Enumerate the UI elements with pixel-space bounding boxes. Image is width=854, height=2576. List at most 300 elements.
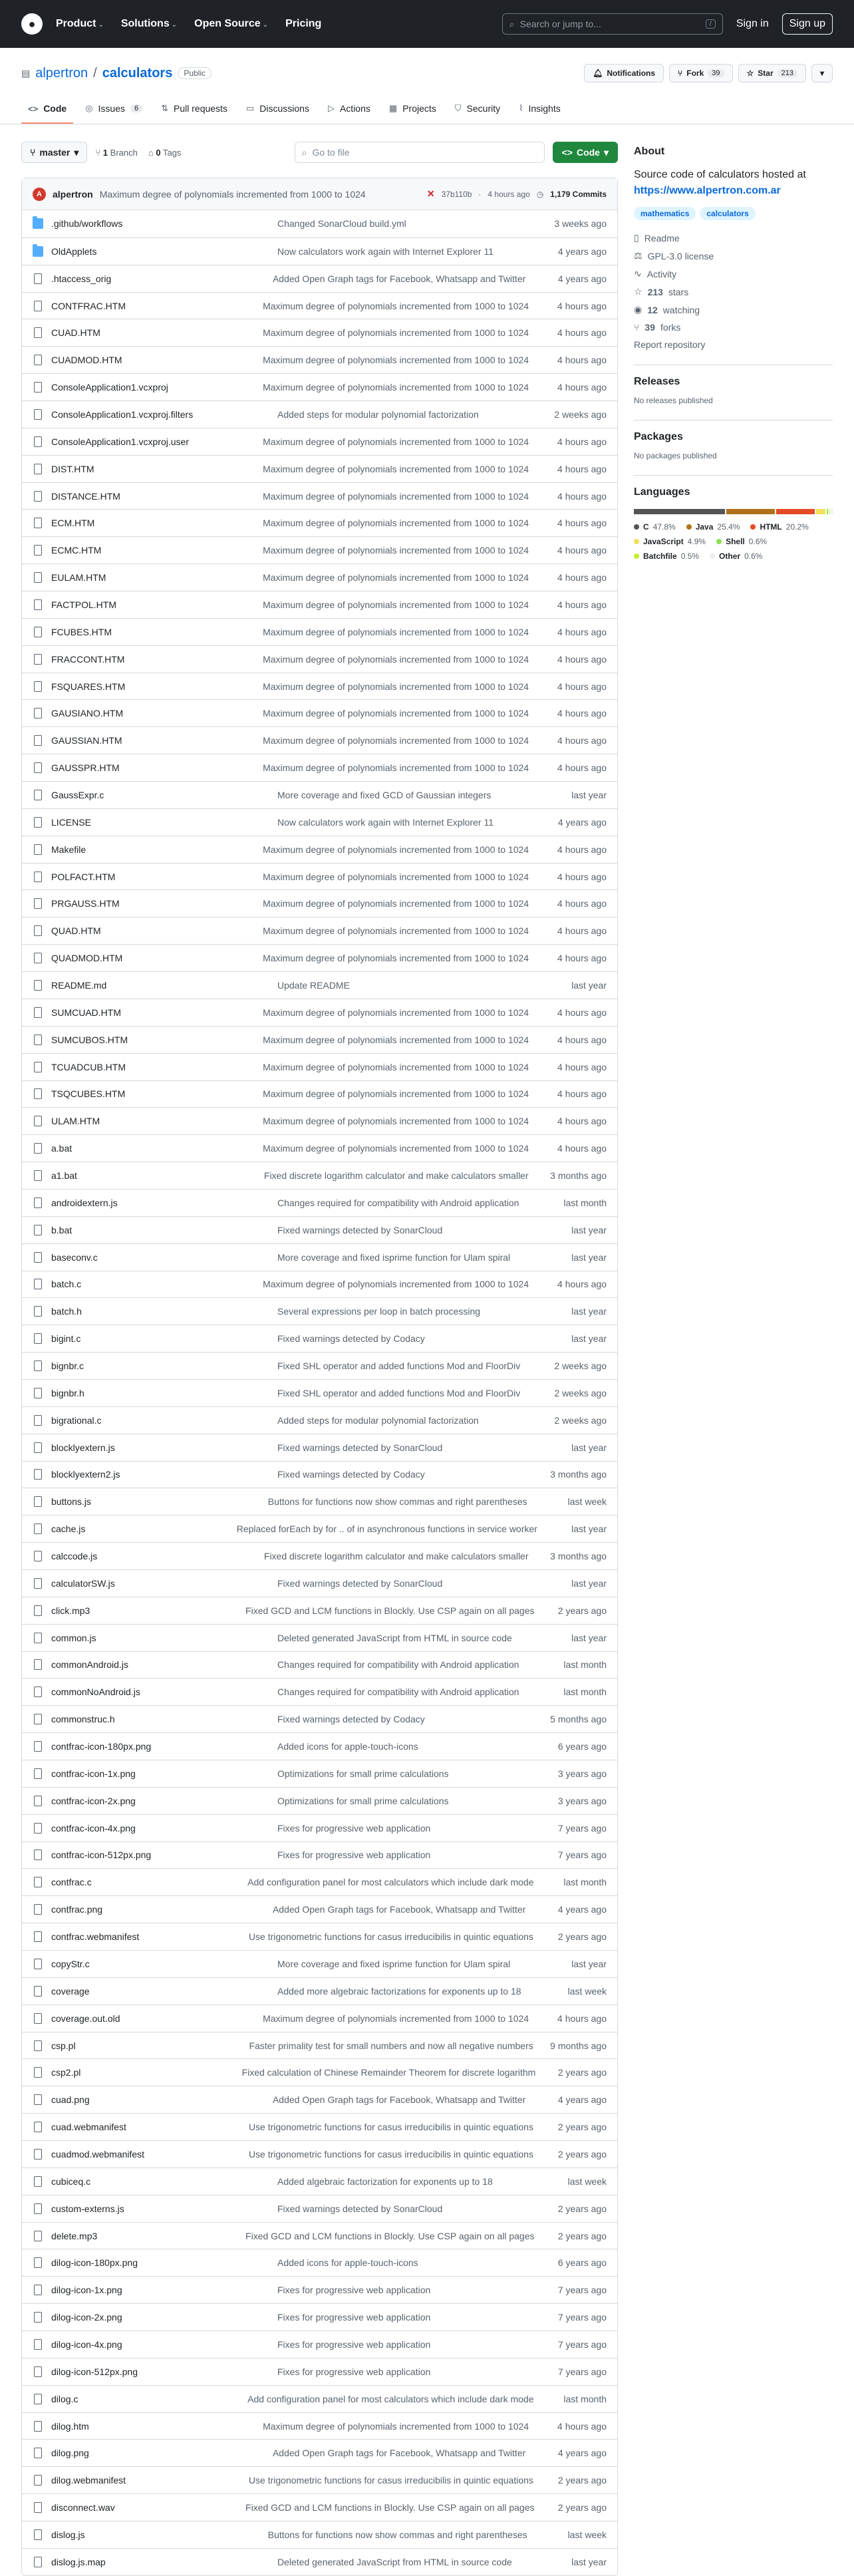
file-row[interactable] — [22, 2412, 617, 2440]
stars-link[interactable]: ☆ 213 stars — [634, 286, 689, 297]
file-name-link[interactable]: bignbr.c — [51, 1361, 84, 1372]
language-item[interactable] — [716, 537, 767, 546]
forks-link[interactable]: ⑂ 39 forks — [634, 322, 681, 333]
file-name-link[interactable]: cuad.png — [51, 2094, 90, 2106]
file-row[interactable] — [22, 1352, 617, 1379]
file-row[interactable] — [22, 2358, 617, 2385]
star-dropdown-button[interactable] — [811, 64, 833, 82]
file-commit-message[interactable]: Fixed GCD and LCM functions in Blockly. Use CSP again on all pages — [245, 2502, 535, 2513]
file-commit-message[interactable]: Maximum degree of polynomials incremented from 1000 to 1024 — [263, 463, 529, 474]
file-row[interactable] — [22, 1053, 617, 1080]
file-name-link[interactable]: README.md — [51, 979, 107, 991]
file-row[interactable] — [22, 971, 617, 999]
file-row[interactable] — [22, 2439, 617, 2466]
file-name-link[interactable]: commonAndroid.js — [51, 1659, 128, 1671]
file-row[interactable] — [22, 1488, 617, 1515]
file-name-link[interactable]: Makefile — [51, 844, 86, 855]
file-name-link[interactable]: bignbr.h — [51, 1387, 84, 1398]
nav-open-source[interactable]: Open Source ⌄ — [194, 18, 269, 29]
star-button[interactable]: ☆ Star 213 — [738, 64, 806, 82]
file-row[interactable] — [22, 1705, 617, 1732]
file-name-link[interactable]: dilog.htm — [51, 2420, 89, 2432]
file-row[interactable] — [22, 2276, 617, 2303]
file-row[interactable] — [22, 1787, 617, 1814]
file-commit-message[interactable]: Maximum degree of polynomials incremented from 1000 to 1024 — [263, 898, 529, 909]
nav-product[interactable]: Product ⌄ — [56, 18, 104, 29]
file-row[interactable] — [22, 1107, 617, 1134]
file-row[interactable] — [22, 319, 617, 346]
file-commit-message[interactable]: Fixes for progressive web application — [277, 2338, 431, 2350]
file-commit-message[interactable]: Fixed SHL operator and added functions Mod and FloorDiv — [277, 1361, 521, 1372]
fork-button[interactable]: ⑂ Fork 39 — [669, 64, 732, 82]
file-name-link[interactable]: batch.c — [51, 1279, 82, 1290]
file-commit-message[interactable]: Use trigonometric functions for casus irreducibilis in quintic equations — [248, 2475, 533, 2486]
file-name-link[interactable]: cubiceq.c — [51, 2175, 91, 2187]
file-row[interactable] — [22, 2113, 617, 2140]
file-commit-message[interactable]: Added Open Graph tags for Facebook, Whatsapp and Twitter — [272, 2448, 526, 2459]
file-row[interactable] — [22, 1895, 617, 1923]
file-commit-message[interactable]: Fixed warnings detected by SonarCloud — [277, 2203, 443, 2214]
file-commit-message[interactable]: Fixed GCD and LCM functions in Blockly. Use CSP again on all pages — [245, 1605, 535, 1616]
tab-code[interactable]: <> Code — [21, 94, 73, 124]
file-name-link[interactable]: contfrac-icon-4x.png — [51, 1822, 136, 1834]
file-name-link[interactable]: cuad.webmanifest — [51, 2122, 126, 2133]
language-item[interactable] — [634, 537, 706, 546]
file-name-link[interactable]: cuadmod.webmanifest — [51, 2148, 145, 2160]
file-name-link[interactable]: batch.h — [51, 1306, 82, 1317]
file-commit-message[interactable]: Added icons for apple-touch-icons — [277, 2257, 418, 2269]
file-row[interactable] — [22, 428, 617, 455]
file-name-link[interactable]: copyStr.c — [51, 1958, 90, 1969]
file-commit-message[interactable]: Added Open Graph tags for Facebook, Whatsapp and Twitter — [272, 1904, 526, 1915]
file-name-link[interactable]: blocklyextern2.js — [51, 1469, 120, 1480]
file-name-link[interactable]: dislog.js.map — [51, 2556, 106, 2567]
file-name-link[interactable]: dilog.c — [51, 2393, 78, 2404]
file-name-link[interactable]: GAUSSIAN.HTM — [51, 735, 122, 746]
language-item[interactable] — [710, 552, 762, 561]
file-name-link[interactable]: TCUADCUB.HTM — [51, 1061, 126, 1072]
file-commit-message[interactable]: Maximum degree of polynomials incremented from 1000 to 1024 — [263, 1143, 529, 1154]
tags-link[interactable]: ⌂ 0 Tags — [148, 147, 182, 158]
file-commit-message[interactable]: Deleted generated JavaScript from HTML in source code — [277, 2556, 512, 2567]
file-commit-message[interactable]: Maximum degree of polynomials incremented from 1000 to 1024 — [263, 735, 529, 746]
file-name-link[interactable]: commonstruc.h — [51, 1714, 115, 1725]
file-name-link[interactable]: coverage — [51, 1985, 90, 1997]
file-commit-message[interactable]: Maximum degree of polynomials incremented from 1000 to 1024 — [263, 327, 529, 339]
file-commit-message[interactable]: Changes required for compatibility with Android application — [277, 1659, 519, 1671]
license-link[interactable]: ⚖ GPL-3.0 license — [634, 250, 714, 261]
file-commit-message[interactable]: Fixed warnings detected by Codacy — [277, 1469, 425, 1480]
file-name-link[interactable]: .github/workflows — [51, 218, 123, 230]
file-name-link[interactable]: contfrac-icon-512px.png — [51, 1850, 152, 1861]
tab-projects[interactable]: ▦ Projects — [388, 103, 436, 114]
file-commit-message[interactable]: Fixes for progressive web application — [277, 2285, 431, 2296]
file-name-link[interactable]: CUADMOD.HTM — [51, 355, 122, 366]
file-row[interactable] — [22, 1842, 617, 1869]
file-name-link[interactable]: b.bat — [51, 1224, 72, 1235]
file-commit-message[interactable]: Maximum degree of polynomials incremented from 1000 to 1024 — [263, 626, 529, 637]
file-commit-message[interactable]: Optimizations for small prime calculations — [277, 1768, 449, 1779]
file-name-link[interactable]: contfrac-icon-1x.png — [51, 1768, 136, 1779]
file-name-link[interactable]: commonNoAndroid.js — [51, 1687, 140, 1698]
website-link[interactable]: https://www.alpertron.com.ar — [634, 185, 781, 196]
file-row[interactable] — [22, 2303, 617, 2331]
file-commit-message[interactable]: Maximum degree of polynomials incremented from 1000 to 1024 — [263, 871, 529, 882]
file-commit-message[interactable]: Fixed GCD and LCM functions in Blockly. Use CSP again on all pages — [245, 2230, 535, 2241]
file-name-link[interactable]: ConsoleApplication1.vcxproj — [51, 382, 168, 393]
global-search-input[interactable]: ⌕ Search or jump to... / — [502, 13, 723, 35]
file-name-link[interactable]: FCUBES.HTM — [51, 626, 112, 637]
file-row[interactable] — [22, 455, 617, 482]
file-name-link[interactable]: baseconv.c — [51, 1251, 98, 1263]
file-row[interactable] — [22, 1624, 617, 1651]
file-row[interactable] — [22, 1977, 617, 2005]
file-row[interactable] — [22, 536, 617, 564]
file-commit-message[interactable]: Now calculators work again with Internet Explorer 11 — [277, 245, 494, 257]
file-name-link[interactable]: GAUSSPR.HTM — [51, 762, 120, 774]
file-row[interactable] — [22, 1243, 617, 1271]
file-commit-message[interactable]: Added icons for apple-touch-icons — [277, 1741, 418, 1752]
file-row[interactable] — [22, 1597, 617, 1624]
file-commit-message[interactable]: Deleted generated JavaScript from HTML in source code — [277, 1632, 512, 1643]
file-commit-message[interactable]: Maximum degree of polynomials incremented from 1000 to 1024 — [263, 572, 529, 583]
file-row[interactable] — [22, 401, 617, 428]
avatar[interactable]: A — [33, 188, 46, 201]
file-row[interactable] — [22, 699, 617, 726]
language-item[interactable] — [686, 522, 740, 532]
file-row[interactable] — [22, 618, 617, 645]
file-name-link[interactable]: bigint.c — [51, 1333, 81, 1345]
file-commit-message[interactable]: Maximum degree of polynomials incremented from 1000 to 1024 — [263, 762, 529, 774]
file-commit-message[interactable]: Buttons for functions now show commas and right parentheses — [267, 2529, 527, 2540]
file-name-link[interactable]: ConsoleApplication1.vcxproj.user — [51, 436, 189, 447]
file-row[interactable] — [22, 863, 617, 890]
file-row[interactable] — [22, 917, 617, 944]
file-name-link[interactable]: ECMC.HTM — [51, 545, 102, 556]
file-name-link[interactable]: dilog-icon-180px.png — [51, 2257, 138, 2269]
file-row[interactable] — [22, 754, 617, 781]
file-row[interactable] — [22, 2249, 617, 2276]
file-row[interactable] — [22, 1434, 617, 1461]
file-name-link[interactable]: QUADMOD.HTM — [51, 953, 123, 964]
tab-issues[interactable]: ◎ Issues 6 — [78, 94, 149, 124]
branch-selector[interactable]: ⑂ master ▾ — [21, 142, 87, 163]
file-commit-message[interactable]: Fixed warnings detected by SonarCloud — [277, 1442, 443, 1453]
file-name-link[interactable]: ULAM.HTM — [51, 1116, 100, 1127]
file-commit-message[interactable]: Fixed SHL operator and added functions Mod and FloorDiv — [277, 1387, 521, 1398]
file-name-link[interactable]: calccode.js — [51, 1551, 98, 1562]
file-commit-message[interactable]: Maximum degree of polynomials incremented from 1000 to 1024 — [263, 681, 529, 692]
file-name-link[interactable]: bigrational.c — [51, 1414, 102, 1426]
file-row[interactable] — [22, 1923, 617, 1950]
file-name-link[interactable]: EULAM.HTM — [51, 572, 106, 583]
file-row[interactable] — [22, 1814, 617, 1842]
file-name-link[interactable]: ConsoleApplication1.vcxproj.filters — [51, 408, 194, 420]
nav-pricing[interactable]: Pricing — [285, 18, 322, 29]
file-commit-message[interactable]: Use trigonometric functions for casus irreducibilis in quintic equations — [248, 2148, 533, 2160]
code-button[interactable]: <> Code ▾ — [553, 142, 618, 163]
check-failed-icon[interactable]: ✕ — [426, 188, 435, 199]
file-row[interactable] — [22, 1325, 617, 1352]
file-name-link[interactable]: FSQUARES.HTM — [51, 681, 126, 692]
file-row[interactable] — [22, 673, 617, 700]
file-row[interactable] — [22, 645, 617, 673]
commits-link[interactable]: 1,179 Commits — [550, 189, 607, 199]
file-row[interactable] — [22, 2140, 617, 2168]
file-name-link[interactable]: click.mp3 — [51, 1605, 90, 1616]
go-to-file-input[interactable]: ⌕ Go to file — [295, 142, 545, 163]
file-name-link[interactable]: disconnect.wav — [51, 2502, 115, 2513]
packages-heading[interactable]: Packages — [634, 431, 683, 442]
file-row[interactable] — [22, 1134, 617, 1162]
file-row[interactable] — [22, 999, 617, 1026]
file-name-link[interactable]: FRACCONT.HTM — [51, 653, 125, 665]
file-commit-message[interactable]: Maximum degree of polynomials incremented from 1000 to 1024 — [263, 355, 529, 366]
topic-tag[interactable]: calculators — [700, 207, 755, 220]
file-row[interactable] — [22, 2086, 617, 2113]
file-row[interactable] — [22, 1297, 617, 1325]
file-commit-message[interactable]: Added steps for modular polynomial factorization — [277, 1414, 479, 1426]
file-commit-message[interactable]: Maximum degree of polynomials incremented from 1000 to 1024 — [263, 1116, 529, 1127]
language-item[interactable] — [634, 552, 699, 561]
file-name-link[interactable]: blocklyextern.js — [51, 1442, 115, 1453]
file-commit-message[interactable]: Replaced forEach by for .. of in asynchronous functions in service worker — [236, 1524, 537, 1535]
file-commit-message[interactable]: Maximum degree of polynomials incremented from 1000 to 1024 — [263, 300, 529, 311]
file-commit-message[interactable]: Maximum degree of polynomials incremented from 1000 to 1024 — [263, 708, 529, 719]
file-row[interactable] — [22, 1868, 617, 1895]
file-row[interactable] — [22, 2005, 617, 2032]
file-commit-message[interactable]: Maximum degree of polynomials incremented from 1000 to 1024 — [263, 1279, 529, 1290]
nav-solutions[interactable]: Solutions ⌄ — [120, 18, 178, 29]
file-row[interactable] — [22, 1189, 617, 1216]
file-commit-message[interactable]: Added more algebraic factorizations for exponents up to 18 — [277, 1985, 521, 1997]
tab-security[interactable]: ⛉ Security — [454, 103, 501, 114]
watchers-link[interactable]: ◉ 12 watching — [634, 304, 700, 315]
file-row[interactable] — [22, 889, 617, 917]
file-row[interactable] — [22, 1162, 617, 1189]
file-row[interactable] — [22, 944, 617, 971]
file-row[interactable] — [22, 482, 617, 510]
file-name-link[interactable]: a1.bat — [51, 1170, 77, 1181]
file-row[interactable] — [22, 564, 617, 591]
releases-heading[interactable]: Releases — [634, 376, 680, 387]
file-name-link[interactable]: androidextern.js — [51, 1197, 118, 1208]
file-commit-message[interactable]: Added steps for modular polynomial factorization — [277, 408, 479, 420]
file-name-link[interactable]: contfrac.c — [51, 1877, 92, 1888]
file-commit-message[interactable]: Added Open Graph tags for Facebook, Whatsapp and Twitter — [272, 2094, 526, 2106]
file-name-link[interactable]: dilog-icon-4x.png — [51, 2338, 122, 2350]
notifications-button[interactable]: 🔔︎ Notifications — [584, 64, 664, 82]
file-commit-message[interactable]: Maximum degree of polynomials incremented from 1000 to 1024 — [263, 545, 529, 556]
file-name-link[interactable]: FACTPOL.HTM — [51, 599, 117, 610]
file-row[interactable] — [22, 1651, 617, 1679]
file-commit-message[interactable]: Maximum degree of polynomials incremented from 1000 to 1024 — [263, 599, 529, 610]
file-row[interactable] — [22, 2195, 617, 2222]
file-commit-message[interactable]: Update README — [277, 979, 350, 991]
file-name-link[interactable]: OldApplets — [51, 245, 97, 257]
file-name-link[interactable]: common.js — [51, 1632, 96, 1643]
file-row[interactable] — [22, 2032, 617, 2059]
file-commit-message[interactable]: Fixed warnings detected by Codacy — [277, 1333, 425, 1345]
file-commit-message[interactable]: More coverage and fixed isprime function for Ulam spiral — [277, 1251, 511, 1263]
file-commit-message[interactable]: More coverage and fixed isprime function for Ulam spiral — [277, 1958, 511, 1969]
file-row[interactable] — [22, 781, 617, 808]
file-name-link[interactable]: CONTFRAC.HTM — [51, 300, 126, 311]
file-row[interactable] — [22, 2494, 617, 2521]
file-name-link[interactable]: TSQCUBES.HTM — [51, 1088, 126, 1100]
readme-link[interactable]: ▯ Readme — [634, 232, 680, 243]
file-commit-message[interactable]: Maximum degree of polynomials incremented from 1000 to 1024 — [263, 2012, 529, 2024]
file-name-link[interactable]: dilog-icon-1x.png — [51, 2285, 122, 2296]
file-name-link[interactable]: coverage.out.old — [51, 2012, 120, 2024]
file-name-link[interactable]: DIST.HTM — [51, 463, 94, 474]
file-commit-message[interactable]: Maximum degree of polynomials incremented from 1000 to 1024 — [263, 518, 529, 529]
tab-actions[interactable]: ▷ Actions — [327, 103, 370, 114]
language-item[interactable] — [634, 522, 676, 532]
file-name-link[interactable]: POLFACT.HTM — [51, 871, 116, 882]
file-commit-message[interactable]: Maximum degree of polynomials incremented from 1000 to 1024 — [263, 2420, 529, 2432]
file-name-link[interactable]: contfrac-icon-2x.png — [51, 1795, 136, 1806]
file-name-link[interactable]: dilog.png — [51, 2448, 89, 2459]
file-row[interactable] — [22, 2385, 617, 2412]
file-commit-message[interactable]: More coverage and fixed GCD of Gaussian integers — [277, 789, 492, 800]
file-commit-message[interactable]: Add configuration panel for most calculators which include dark mode — [247, 2393, 534, 2404]
file-row[interactable] — [22, 808, 617, 836]
file-commit-message[interactable]: Faster primality test for small numbers and now all negative numbers — [249, 2040, 533, 2051]
commit-hash[interactable]: 37b110b — [441, 189, 472, 199]
file-commit-message[interactable]: Maximum degree of polynomials incremented from 1000 to 1024 — [263, 1007, 529, 1018]
file-row[interactable] — [22, 1406, 617, 1434]
file-name-link[interactable]: CUAD.HTM — [51, 327, 100, 339]
file-row[interactable] — [22, 1271, 617, 1298]
file-row[interactable] — [22, 1950, 617, 1977]
file-row[interactable] — [22, 1515, 617, 1542]
file-row[interactable] — [22, 726, 617, 754]
file-commit-message[interactable]: Use trigonometric functions for casus irreducibilis in quintic equations — [248, 2122, 533, 2133]
file-commit-message[interactable]: Maximum degree of polynomials incremented from 1000 to 1024 — [263, 1034, 529, 1045]
file-row[interactable] — [22, 1216, 617, 1243]
topic-tag[interactable]: mathematics — [634, 207, 696, 220]
file-commit-message[interactable]: Maximum degree of polynomials incremented from 1000 to 1024 — [263, 436, 529, 447]
file-name-link[interactable]: buttons.js — [51, 1496, 91, 1508]
language-item[interactable] — [750, 522, 808, 532]
file-commit-message[interactable]: Now calculators work again with Internet Explorer 11 — [277, 816, 494, 828]
file-name-link[interactable]: calculatorSW.js — [51, 1577, 115, 1589]
file-commit-message[interactable]: Fixed discrete logarithm calculator and make calculators smaller — [263, 1551, 529, 1562]
tab-discussions[interactable]: ▭ Discussions — [245, 103, 309, 114]
file-row[interactable] — [22, 1732, 617, 1760]
file-name-link[interactable]: dilog.webmanifest — [51, 2475, 126, 2486]
file-row[interactable] — [22, 2331, 617, 2358]
file-commit-message[interactable]: Fixed warnings detected by Codacy — [277, 1714, 425, 1725]
file-name-link[interactable]: delete.mp3 — [51, 2230, 98, 2241]
file-row[interactable] — [22, 265, 617, 292]
branches-link[interactable]: ⑂ 1 Branch — [95, 147, 138, 158]
commit-author[interactable]: alpertron — [53, 188, 93, 200]
file-row[interactable] — [22, 2168, 617, 2195]
commit-message[interactable]: Maximum degree of polynomials incremented from 1000 to 1024 — [99, 188, 366, 200]
file-name-link[interactable]: csp2.pl — [51, 2067, 81, 2078]
tab-pull-requests[interactable]: ⇅ Pull requests — [161, 103, 227, 114]
file-name-link[interactable]: LICENSE — [51, 816, 91, 828]
file-commit-message[interactable]: Fixed warnings detected by SonarCloud — [277, 1577, 443, 1589]
file-name-link[interactable]: cache.js — [51, 1524, 86, 1535]
file-row[interactable] — [22, 1379, 617, 1406]
file-row[interactable] — [22, 373, 617, 401]
sign-in-link[interactable]: Sign in — [736, 18, 769, 29]
github-logo-icon[interactable]: ● — [21, 13, 43, 35]
file-row[interactable] — [22, 346, 617, 373]
file-commit-message[interactable]: Buttons for functions now show commas and right parentheses — [267, 1496, 527, 1508]
file-commit-message[interactable]: Fixes for progressive web application — [277, 1850, 431, 1861]
file-row[interactable] — [22, 509, 617, 536]
file-commit-message[interactable]: Fixed discrete logarithm calculator and make calculators smaller — [263, 1170, 529, 1181]
report-link[interactable]: Report repository — [634, 339, 706, 350]
file-row[interactable] — [22, 2521, 617, 2548]
sign-up-button[interactable]: Sign up — [782, 13, 833, 35]
file-row[interactable] — [22, 836, 617, 863]
file-commit-message[interactable]: Changes required for compatibility with Android application — [277, 1687, 519, 1698]
file-commit-message[interactable]: Changed SonarCloud build.yml — [277, 218, 406, 230]
file-row[interactable] — [22, 1026, 617, 1053]
file-name-link[interactable]: contfrac.png — [51, 1904, 103, 1915]
file-name-link[interactable]: GAUSIANO.HTM — [51, 708, 124, 719]
file-name-link[interactable]: a.bat — [51, 1143, 72, 1154]
repo-name-link[interactable]: calculators — [102, 65, 173, 80]
file-name-link[interactable]: contfrac-icon-180px.png — [51, 1741, 152, 1752]
activity-link[interactable]: ∿ Activity — [634, 268, 677, 279]
file-name-link[interactable]: DISTANCE.HTM — [51, 490, 120, 502]
file-commit-message[interactable]: Fixes for progressive web application — [277, 1822, 431, 1834]
file-commit-message[interactable]: Optimizations for small prime calculations — [277, 1795, 449, 1806]
file-name-link[interactable]: dilog-icon-512px.png — [51, 2366, 138, 2377]
file-row[interactable] — [22, 1569, 617, 1597]
file-row[interactable] — [22, 591, 617, 618]
file-row[interactable] — [22, 2466, 617, 2494]
file-commit-message[interactable]: Maximum degree of polynomials incremented from 1000 to 1024 — [263, 653, 529, 665]
file-commit-message[interactable]: Maximum degree of polynomials incremented from 1000 to 1024 — [263, 844, 529, 855]
file-commit-message[interactable]: Maximum degree of polynomials incremented from 1000 to 1024 — [263, 953, 529, 964]
file-commit-message[interactable]: Maximum degree of polynomials incremented from 1000 to 1024 — [263, 1061, 529, 1072]
file-commit-message[interactable]: Changes required for compatibility with Android application — [277, 1197, 519, 1208]
file-name-link[interactable]: contfrac.webmanifest — [51, 1931, 140, 1943]
file-row[interactable] — [22, 1678, 617, 1705]
file-row[interactable] — [22, 2058, 617, 2086]
file-name-link[interactable]: custom-externs.js — [51, 2203, 124, 2214]
file-commit-message[interactable]: Fixed calculation of Chinese Remainder Theorem for discrete logarithm — [241, 2067, 536, 2078]
file-commit-message[interactable]: Fixes for progressive web application — [277, 2366, 431, 2377]
file-row[interactable] — [22, 2222, 617, 2249]
file-commit-message[interactable]: Fixed warnings detected by SonarCloud — [277, 1224, 443, 1235]
file-name-link[interactable]: csp.pl — [51, 2040, 76, 2051]
file-name-link[interactable]: GaussExpr.c — [51, 789, 104, 800]
file-row[interactable] — [22, 1760, 617, 1787]
file-commit-message[interactable]: Maximum degree of polynomials incremented from 1000 to 1024 — [263, 490, 529, 502]
file-name-link[interactable]: SUMCUAD.HTM — [51, 1007, 121, 1018]
file-row[interactable] — [22, 1461, 617, 1488]
file-name-link[interactable]: .htaccess_orig — [51, 273, 112, 284]
file-commit-message[interactable]: Maximum degree of polynomials incremented from 1000 to 1024 — [263, 1088, 529, 1100]
file-row[interactable] — [22, 210, 617, 238]
repo-owner-link[interactable]: alpertron — [35, 65, 88, 80]
file-row[interactable] — [22, 2548, 617, 2575]
file-name-link[interactable]: dilog-icon-2x.png — [51, 2312, 122, 2323]
file-name-link[interactable]: PRGAUSS.HTM — [51, 898, 120, 909]
file-commit-message[interactable]: Added Open Graph tags for Facebook, Whatsapp and Twitter — [272, 273, 526, 284]
file-row[interactable] — [22, 238, 617, 265]
file-commit-message[interactable]: Maximum degree of polynomials incremented from 1000 to 1024 — [263, 925, 529, 937]
file-commit-message[interactable]: Use trigonometric functions for casus irreducibilis in quintic equations — [248, 1931, 533, 1943]
